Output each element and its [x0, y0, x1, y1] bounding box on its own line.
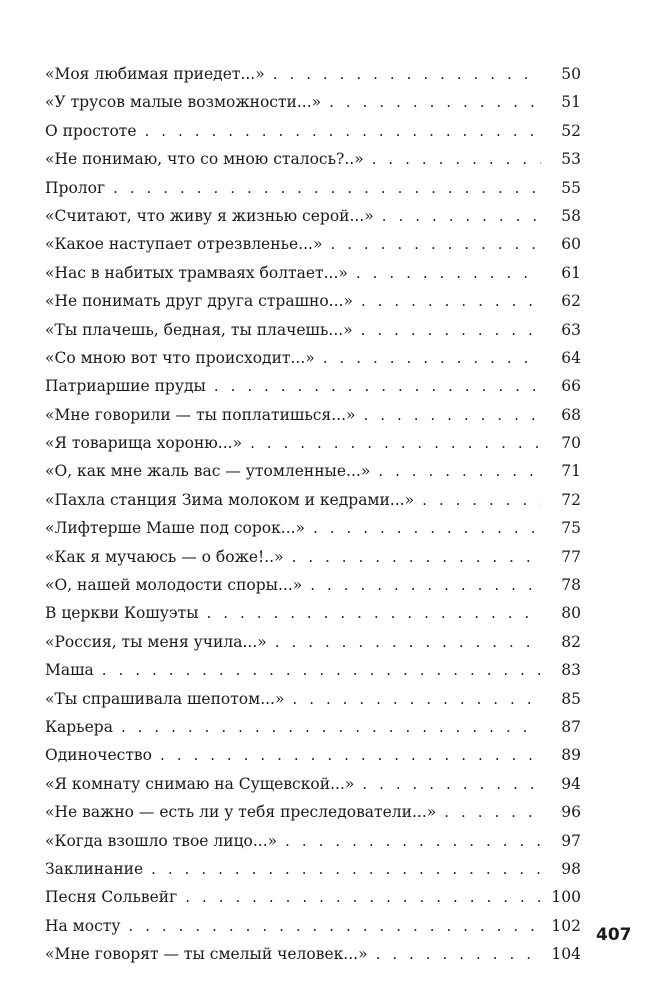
toc-entry: [45, 145, 581, 173]
toc-leader-dots: [378, 457, 541, 485]
toc-entry: [45, 883, 581, 911]
toc-entry: [45, 457, 581, 485]
toc-entry-page: 66: [561, 377, 581, 396]
toc-entry: [45, 117, 581, 145]
toc-entry: [45, 316, 581, 344]
table-of-contents: [45, 60, 581, 969]
toc-entry-title: «Я комнату снимаю на Сущевской...»: [45, 774, 355, 793]
toc-entry: [45, 429, 581, 457]
toc-leader-dots: [207, 599, 541, 627]
toc-entry-page: 68: [561, 405, 581, 424]
toc-entry-title: Маша: [45, 661, 94, 680]
toc-leader-dots: [214, 372, 541, 400]
toc-entry-page: 100: [551, 888, 581, 907]
toc-leader-dots: [313, 514, 541, 542]
toc-leader-dots: [160, 741, 541, 769]
toc-entry-title: «Как я мучаюсь — о боже!..»: [45, 547, 284, 566]
toc-leader-dots: [372, 145, 541, 173]
toc-entry-title: Песня Сольвейг: [45, 888, 178, 907]
toc-entry-title: «Не понимать друг друга страшно...»: [45, 292, 353, 311]
toc-entry-page: 77: [561, 547, 581, 566]
toc-entry: [45, 685, 581, 713]
toc-leader-dots: [128, 912, 541, 940]
toc-leader-dots: [356, 259, 541, 287]
toc-leader-dots: [273, 60, 541, 88]
toc-entry-page: 51: [561, 93, 581, 112]
toc-leader-dots: [285, 827, 541, 855]
toc-entry-title: «Считают, что живу я жизнью серой...»: [45, 206, 374, 225]
toc-leader-dots: [361, 316, 541, 344]
toc-entry-page: 97: [561, 831, 581, 850]
toc-entry-page: 89: [561, 746, 581, 765]
toc-entry: [45, 770, 581, 798]
toc-entry-page: 61: [561, 263, 581, 282]
toc-leader-dots: [422, 486, 541, 514]
toc-leader-dots: [250, 429, 541, 457]
toc-entry-page: 58: [561, 206, 581, 225]
toc-leader-dots: [102, 656, 541, 684]
toc-entry-title: «Россия, ты меня учила...»: [45, 632, 267, 651]
toc-leader-dots: [362, 770, 541, 798]
toc-entry: [45, 628, 581, 656]
toc-entry: [45, 372, 581, 400]
toc-entry-title: «Какое наступает отрезвленье...»: [45, 235, 323, 254]
toc-leader-dots: [382, 202, 541, 230]
toc-leader-dots: [310, 571, 541, 599]
toc-entry-title: «Со мною вот что происходит...»: [45, 348, 315, 367]
toc-entry: [45, 514, 581, 542]
toc-entry-page: 96: [561, 803, 581, 822]
toc-entry-page: 98: [561, 859, 581, 878]
toc-entry-title: «Нас в набитых трамваях болтает...»: [45, 263, 348, 282]
toc-entry-title: «О, нашей молодости споры...»: [45, 576, 303, 595]
toc-entry: [45, 827, 581, 855]
toc-entry: [45, 940, 581, 968]
toc-leader-dots: [376, 940, 541, 968]
toc-entry-title: О простоте: [45, 121, 137, 140]
toc-entry-title: «О, как мне жаль вас — утомленные...»: [45, 462, 371, 481]
toc-leader-dots: [323, 344, 541, 372]
toc-entry-title: «Когда взошло твое лицо...»: [45, 831, 278, 850]
toc-entry-page: 104: [551, 945, 581, 964]
toc-entry-page: 75: [561, 519, 581, 538]
toc-entry: [45, 230, 581, 258]
toc-entry-title: Заклинание: [45, 859, 144, 878]
toc-entry-title: Патриаршие пруды: [45, 377, 206, 396]
toc-entry: [45, 287, 581, 315]
toc-entry: [45, 713, 581, 741]
toc-entry-page: 78: [561, 576, 581, 595]
toc-leader-dots: [275, 628, 541, 656]
toc-entry-title: На мосту: [45, 916, 121, 935]
toc-entry-title: «Пахла станция Зима молоком и кедрами...»: [45, 490, 415, 509]
toc-entry-title: «Мне говорят — ты смелый человек...»: [45, 945, 368, 964]
toc-entry: [45, 202, 581, 230]
toc-leader-dots: [185, 883, 541, 911]
toc-entry-title: Одиночество: [45, 746, 152, 765]
toc-entry-page: 52: [561, 121, 581, 140]
toc-entry: [45, 741, 581, 769]
toc-entry-title: Карьера: [45, 717, 113, 736]
toc-entry-title: «У трусов малые возможности...»: [45, 93, 322, 112]
toc-entry-title: В церкви Кошуэты: [45, 604, 199, 623]
toc-leader-dots: [444, 798, 541, 826]
toc-entry-page: 55: [561, 178, 581, 197]
toc-leader-dots: [329, 88, 541, 116]
toc-entry-page: 87: [561, 717, 581, 736]
toc-entry-title: «Не важно — есть ли у тебя преследователи...»: [45, 803, 437, 822]
toc-entry-title: «Лифтерше Маше под сорок...»: [45, 519, 306, 538]
toc-entry-page: 50: [561, 65, 581, 83]
toc-entry-page: 53: [561, 150, 581, 169]
toc-entry: [45, 912, 581, 940]
toc-entry: [45, 486, 581, 514]
toc-entry-title: «Ты плачешь, бедная, ты плачешь...»: [45, 320, 353, 339]
toc-entry-page: 85: [561, 689, 581, 708]
toc-entry: [45, 855, 581, 883]
toc-leader-dots: [363, 401, 541, 429]
toc-entry-title: «Я товарища хороню...»: [45, 434, 243, 453]
toc-leader-dots: [292, 685, 541, 713]
toc-entry-title: «Ты спрашивала шепотом...»: [45, 689, 285, 708]
toc-entry-page: 63: [561, 320, 581, 339]
toc-leader-dots: [113, 174, 541, 202]
toc-entry-title: «Не понимаю, что со мною сталось?..»: [45, 150, 364, 169]
toc-entry-title: «Моя любимая приедет...»: [45, 65, 265, 83]
toc-entry: [45, 174, 581, 202]
toc-entry-page: 83: [561, 661, 581, 680]
toc-entry-title: Пролог: [45, 178, 106, 197]
toc-entry: [45, 571, 581, 599]
toc-leader-dots: [330, 230, 541, 258]
toc-entry-page: 60: [561, 235, 581, 254]
toc-entry: [45, 60, 581, 88]
toc-entry-page: 71: [561, 462, 581, 481]
toc-entry-page: 62: [561, 292, 581, 311]
toc-entry-page: 82: [561, 632, 581, 651]
toc-entry-page: 102: [551, 916, 581, 935]
toc-entry: [45, 656, 581, 684]
toc-leader-dots: [151, 855, 541, 883]
toc-leader-dots: [361, 287, 541, 315]
toc-entry-page: 64: [561, 348, 581, 367]
toc-leader-dots: [145, 117, 541, 145]
toc-entry-page: 72: [561, 490, 581, 509]
toc-entry: [45, 88, 581, 116]
toc-entry-title: «Мне говорили — ты поплатишься...»: [45, 405, 356, 424]
page-number: 407: [596, 925, 632, 945]
toc-entry: [45, 344, 581, 372]
toc-entry-page: 80: [561, 604, 581, 623]
toc-entry: [45, 599, 581, 627]
toc-entry: [45, 543, 581, 571]
toc-entry: [45, 798, 581, 826]
toc-entry-page: 94: [561, 774, 581, 793]
toc-leader-dots: [121, 713, 541, 741]
toc-entry-page: 70: [561, 434, 581, 453]
toc-entry: [45, 259, 581, 287]
toc-entry: [45, 401, 581, 429]
toc-leader-dots: [292, 543, 541, 571]
